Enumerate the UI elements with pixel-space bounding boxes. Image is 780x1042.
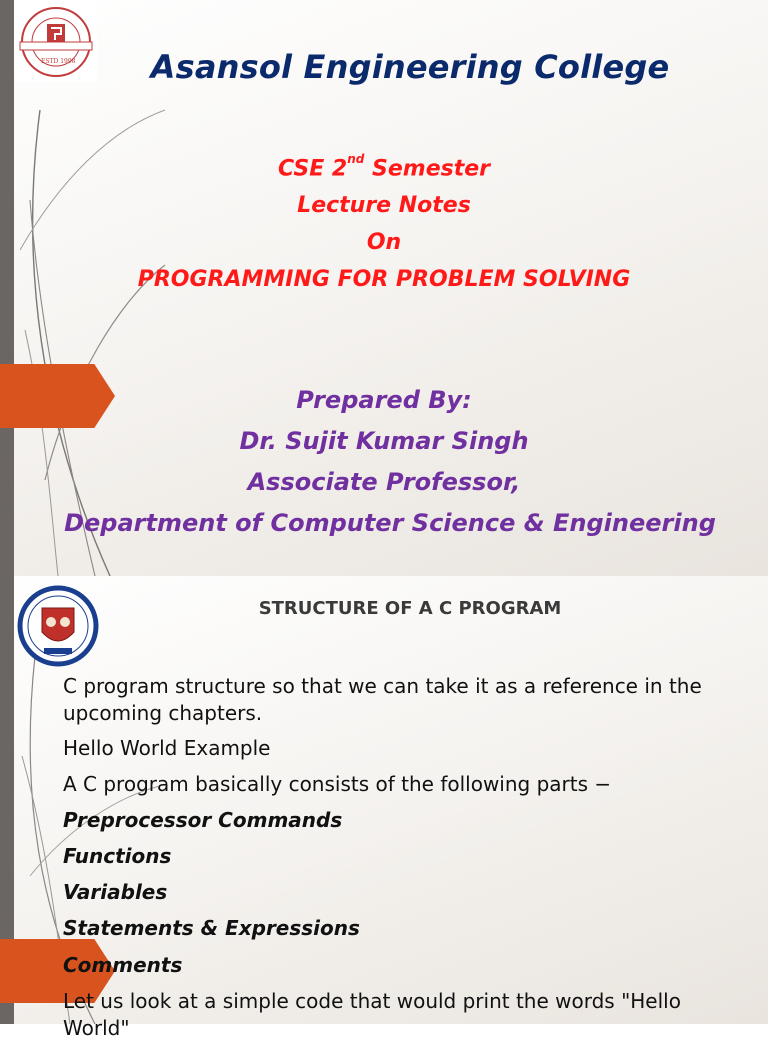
department: Department of Computer Science & Engineering: [64, 509, 716, 537]
subject-title: PROGRAMMING FOR PROBLEM SOLVING: [137, 267, 631, 292]
author-name: Dr. Sujit Kumar Singh: [239, 427, 529, 455]
slide-title: STRUCTURE OF A C PROGRAM: [258, 598, 562, 619]
logo-text: ESTD 1998: [41, 58, 76, 65]
example-label: Hello World Example: [63, 736, 271, 760]
course-suffix: Semester: [364, 156, 490, 182]
intro-text: C program structure so that we can take it as a reference in the upcoming chapters.: [63, 674, 702, 725]
on-label: On: [366, 230, 402, 255]
parts-intro: A C program basically consists of the following parts −: [63, 772, 612, 796]
lecture-notes: Lecture Notes: [297, 193, 471, 218]
designation: Associate Professor,: [247, 468, 521, 496]
course-line: [0, 152, 768, 182]
part-item: Functions: [63, 844, 172, 868]
part-item: Comments: [63, 953, 183, 977]
part-item: Variables: [63, 880, 168, 904]
closing-text: Let us look at a simple code that would print the words "Hello World": [63, 989, 681, 1040]
prepared-by: Prepared By:: [296, 386, 472, 414]
part-item: Statements & Expressions: [63, 916, 360, 940]
course-sup: nd: [347, 152, 365, 166]
institute-emblem: [18, 584, 98, 668]
course-prefix: CSE 2: [278, 156, 348, 182]
part-item: Preprocessor Commands: [63, 808, 343, 832]
content-slide: [0, 576, 768, 1040]
college-name: Asansol Engineering College: [150, 48, 670, 86]
